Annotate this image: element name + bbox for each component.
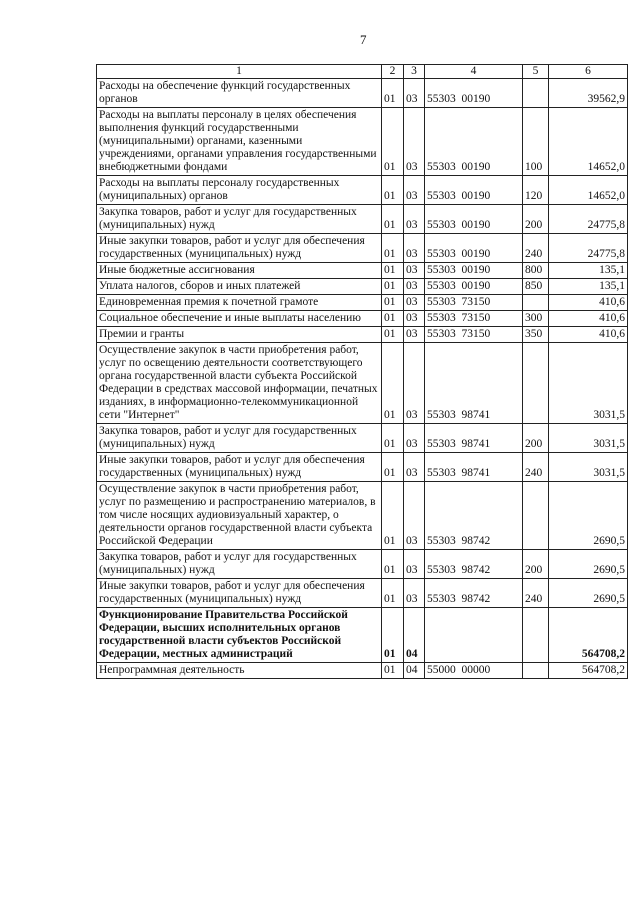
target-article-code: 55303 00190 — [425, 79, 523, 108]
section-code: 01 — [382, 482, 404, 550]
subsection-code: 03 — [404, 234, 425, 263]
expense-type-code: 100 — [523, 108, 549, 176]
target-article-code — [425, 608, 523, 663]
subsection-code: 04 — [404, 663, 425, 679]
table-row — [97, 295, 628, 311]
section-code: 01 — [382, 608, 404, 663]
expense-name: Закупка товаров, работ и услуг для государственных (муниципальных) нужд — [97, 205, 382, 234]
expense-type-code: 300 — [523, 311, 549, 327]
amount: 24775,8 — [549, 205, 628, 234]
expense-type-code: 240 — [523, 453, 549, 482]
section-code: 01 — [382, 205, 404, 234]
expense-type-code — [523, 343, 549, 424]
amount: 2690,5 — [549, 550, 628, 579]
expense-name: Расходы на обеспечение функций государственных органов — [97, 79, 382, 108]
subsection-code: 03 — [404, 176, 425, 205]
page-number: 7 — [360, 32, 367, 47]
table-row — [97, 663, 628, 679]
target-article-code: 55303 00190 — [425, 176, 523, 205]
section-code: 01 — [382, 295, 404, 311]
subsection-code: 03 — [404, 79, 425, 108]
expense-name: Функционирование Правительства Российской Федерации, высших исполнительных органов государственной власти субъектов Российской Федерации, местных администраций — [97, 608, 382, 663]
amount: 564708,2 — [549, 663, 628, 679]
amount: 3031,5 — [549, 424, 628, 453]
header-row — [97, 65, 628, 79]
section-code: 01 — [382, 550, 404, 579]
subsection-code: 03 — [404, 327, 425, 343]
section-code: 01 — [382, 343, 404, 424]
subsection-code: 03 — [404, 424, 425, 453]
table-row — [97, 311, 628, 327]
column-header: 1 — [97, 65, 382, 79]
table-row — [97, 453, 628, 482]
target-article-code: 55303 98742 — [425, 550, 523, 579]
expense-name: Осуществление закупок в части приобретения работ, услуг по освещению деятельности соответствующего органа государственной власти субъекта Российской Федерации в средствах массовой информации, печатных изданиях, в информационно-телекоммуникационной сети "Интернет" — [97, 343, 382, 424]
subsection-code: 03 — [404, 453, 425, 482]
table-row — [97, 234, 628, 263]
amount: 14652,0 — [549, 108, 628, 176]
expense-name: Закупка товаров, работ и услуг для государственных (муниципальных) нужд — [97, 550, 382, 579]
section-code: 01 — [382, 311, 404, 327]
amount: 14652,0 — [549, 176, 628, 205]
table-row — [97, 279, 628, 295]
section-code: 01 — [382, 327, 404, 343]
column-header: 4 — [425, 65, 523, 79]
expense-name: Закупка товаров, работ и услуг для государственных (муниципальных) нужд — [97, 424, 382, 453]
table-row — [97, 205, 628, 234]
column-header: 6 — [549, 65, 628, 79]
amount: 564708,2 — [549, 608, 628, 663]
section-code: 01 — [382, 108, 404, 176]
section-code: 01 — [382, 579, 404, 608]
expense-name: Расходы на выплаты персоналу в целях обеспечения выполнения функций государственными (муниципальными) органами, казенными учреждениями, органами управления государственными внебюджетными фондами — [97, 108, 382, 176]
expense-type-code: 200 — [523, 205, 549, 234]
subsection-code: 03 — [404, 550, 425, 579]
expense-type-code — [523, 663, 549, 679]
column-header: 2 — [382, 65, 404, 79]
subsection-code: 03 — [404, 343, 425, 424]
expense-name: Иные бюджетные ассигнования — [97, 263, 382, 279]
amount: 2690,5 — [549, 482, 628, 550]
amount: 135,1 — [549, 279, 628, 295]
target-article-code: 55303 73150 — [425, 327, 523, 343]
amount: 410,6 — [549, 327, 628, 343]
section-code: 01 — [382, 263, 404, 279]
target-article-code: 55303 00190 — [425, 279, 523, 295]
target-article-code: 55303 73150 — [425, 311, 523, 327]
amount: 135,1 — [549, 263, 628, 279]
table-row — [97, 176, 628, 205]
section-code: 01 — [382, 663, 404, 679]
budget-table — [96, 64, 628, 679]
subsection-code: 04 — [404, 608, 425, 663]
expense-type-code: 200 — [523, 424, 549, 453]
subsection-code: 03 — [404, 579, 425, 608]
column-header: 3 — [404, 65, 425, 79]
expense-type-code: 120 — [523, 176, 549, 205]
amount: 39562,9 — [549, 79, 628, 108]
section-code: 01 — [382, 424, 404, 453]
section-code: 01 — [382, 176, 404, 205]
section-code: 01 — [382, 234, 404, 263]
table-row — [97, 482, 628, 550]
expense-name: Непрограммная деятельность — [97, 663, 382, 679]
expense-type-code: 350 — [523, 327, 549, 343]
target-article-code: 55303 98742 — [425, 482, 523, 550]
table-row — [97, 550, 628, 579]
expense-name: Расходы на выплаты персоналу государственных (муниципальных) органов — [97, 176, 382, 205]
expense-type-code — [523, 608, 549, 663]
table-row — [97, 79, 628, 108]
target-article-code: 55303 98741 — [425, 453, 523, 482]
expense-type-code: 200 — [523, 550, 549, 579]
target-article-code: 55303 98741 — [425, 343, 523, 424]
section-code: 01 — [382, 453, 404, 482]
expense-name: Иные закупки товаров, работ и услуг для обеспечения государственных (муниципальных) нужд — [97, 579, 382, 608]
expense-type-code: 850 — [523, 279, 549, 295]
expense-name: Осуществление закупок в части приобретения работ, услуг по размещению и распространению материалов, в том числе носящих аудиовизуальный характер, о деятельности органов государственной власти субъекта Российской Федерации — [97, 482, 382, 550]
target-article-code: 55303 00190 — [425, 234, 523, 263]
subsection-code: 03 — [404, 108, 425, 176]
target-article-code: 55303 00190 — [425, 205, 523, 234]
target-article-code: 55303 98742 — [425, 579, 523, 608]
expense-type-code — [523, 482, 549, 550]
table-row — [97, 579, 628, 608]
expense-name: Премии и гранты — [97, 327, 382, 343]
subsection-code: 03 — [404, 295, 425, 311]
expense-name: Уплата налогов, сборов и иных платежей — [97, 279, 382, 295]
table-row — [97, 424, 628, 453]
expense-name: Иные закупки товаров, работ и услуг для обеспечения государственных (муниципальных) нужд — [97, 453, 382, 482]
amount: 2690,5 — [549, 579, 628, 608]
subsection-code: 03 — [404, 263, 425, 279]
expense-type-code: 800 — [523, 263, 549, 279]
subsection-code: 03 — [404, 205, 425, 234]
expense-name: Единовременная премия к почетной грамоте — [97, 295, 382, 311]
expense-name: Социальное обеспечение и иные выплаты населению — [97, 311, 382, 327]
target-article-code: 55303 98741 — [425, 424, 523, 453]
amount: 3031,5 — [549, 343, 628, 424]
expense-name: Иные закупки товаров, работ и услуг для обеспечения государственных (муниципальных) нужд — [97, 234, 382, 263]
expense-type-code: 240 — [523, 579, 549, 608]
section-code: 01 — [382, 79, 404, 108]
amount: 410,6 — [549, 311, 628, 327]
amount: 410,6 — [549, 295, 628, 311]
amount: 3031,5 — [549, 453, 628, 482]
target-article-code: 55303 00190 — [425, 108, 523, 176]
expense-type-code: 240 — [523, 234, 549, 263]
subsection-code: 03 — [404, 482, 425, 550]
table-row — [97, 263, 628, 279]
expense-type-code — [523, 79, 549, 108]
section-code: 01 — [382, 279, 404, 295]
expense-type-code — [523, 295, 549, 311]
subsection-code: 03 — [404, 279, 425, 295]
target-article-code: 55000 00000 — [425, 663, 523, 679]
table-row — [97, 108, 628, 176]
target-article-code: 55303 00190 — [425, 263, 523, 279]
amount: 24775,8 — [549, 234, 628, 263]
table-row — [97, 327, 628, 343]
target-article-code: 55303 73150 — [425, 295, 523, 311]
subsection-code: 03 — [404, 311, 425, 327]
table-row — [97, 343, 628, 424]
table-row — [97, 608, 628, 663]
column-header: 5 — [523, 65, 549, 79]
